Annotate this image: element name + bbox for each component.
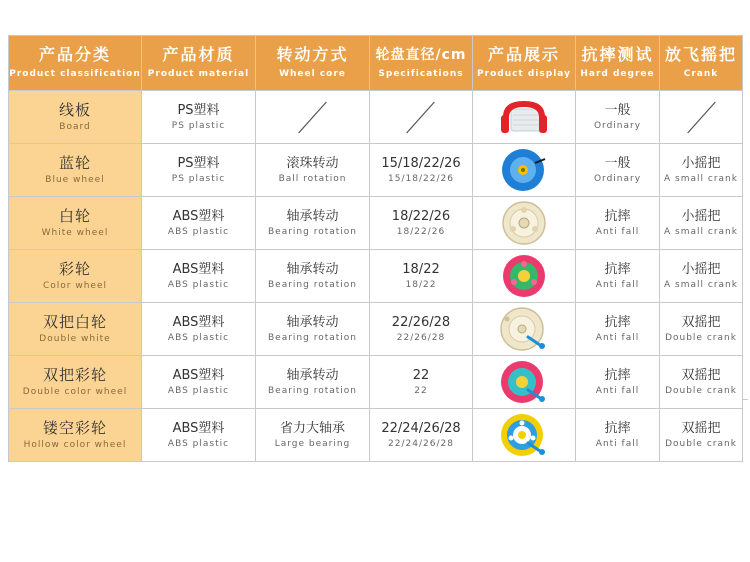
wheel-core-cell [256,91,370,144]
hard-degree-cell [576,197,660,250]
material-cn: ABS塑料 [172,262,225,277]
header-product-display [473,36,576,91]
header-cn: 轮盘直径/cm [375,47,467,63]
hard-degree-en: Anti fall [595,439,640,449]
wheel-core-cell [256,356,370,409]
wheel-core-cn: 滚珠转动 [286,156,339,171]
crank-cell [660,409,743,462]
header-cn: 产品材质 [162,45,235,64]
double-white-reel-image [498,305,550,353]
category-cell [9,303,142,356]
crank-cell [660,356,743,409]
table-row [9,144,743,197]
wheel-core-en: Bearing rotation [268,333,357,343]
hard-degree-cn: 抗摔 [604,421,631,436]
spec-cell [370,356,473,409]
table-row [9,197,743,250]
product-display-cell [473,409,576,462]
header-row [9,36,743,91]
product-display-cell [473,303,576,356]
header-product-material [142,36,256,91]
wheel-core-cn: 轴承转动 [286,209,339,224]
crank-en: Double crank [665,333,737,343]
material-en: PS plastic [171,121,226,131]
spec-cn: 22 [412,368,430,383]
spec-cell [370,144,473,197]
spec-cell [370,250,473,303]
category-cn: 线板 [58,101,91,119]
hard-degree-en: Anti fall [595,386,640,396]
spec-cell [370,91,473,144]
hard-degree-cell [576,409,660,462]
crank-cell [660,303,743,356]
material-en: ABS plastic [167,227,230,237]
spec-cn: 15/18/22/26 [381,156,461,171]
not-applicable-slash [256,92,369,143]
double-color-reel-image [498,358,550,406]
header-en: Crank [683,69,719,79]
kite-reel-spec-table [8,35,743,462]
product-display-cell [473,250,576,303]
category-en: Double white [39,334,111,344]
category-en: Double color wheel [22,387,128,397]
header-en: Product material [147,69,250,79]
spec-en: 22/26/28 [396,333,446,343]
spec-en: 15/18/22/26 [388,174,454,184]
table-row [9,409,743,462]
category-cn: 镂空彩轮 [42,419,107,437]
wheel-core-cn: 轴承转动 [286,315,339,330]
crank-en: A small crank [664,174,738,184]
material-cell [142,197,256,250]
hard-degree-cell [576,303,660,356]
material-en: PS plastic [171,174,226,184]
category-en: White wheel [41,228,109,238]
material-cell [142,144,256,197]
wheel-core-cn: 轴承转动 [286,262,339,277]
product-display-cell [473,197,576,250]
hard-degree-en: Ordinary [593,121,642,131]
hard-degree-cell [576,250,660,303]
hard-degree-en: Anti fall [595,227,640,237]
table-row [9,250,743,303]
table-edge-divider [742,399,748,400]
material-en: ABS plastic [167,280,230,290]
hard-degree-en: Ordinary [593,174,642,184]
spec-cell [370,409,473,462]
material-cell [142,91,256,144]
material-cell [142,356,256,409]
board-kite-reel-image [489,95,559,139]
wheel-core-en: Ball rotation [278,174,347,184]
crank-cn: 小摇把 [681,209,721,224]
material-en: ABS plastic [167,439,230,449]
crank-cn: 小摇把 [681,156,721,171]
material-cn: ABS塑料 [172,209,225,224]
spec-en: 22/24/26/28 [388,439,454,449]
header-product-classification [9,36,142,91]
material-cell [142,250,256,303]
category-cn: 蓝轮 [58,154,91,172]
table-row [9,303,743,356]
hard-degree-cell [576,144,660,197]
crank-cn: 双摇把 [681,315,721,330]
crank-en: A small crank [664,280,738,290]
category-cell [9,144,142,197]
header-cn: 产品分类 [38,45,111,64]
material-cn: ABS塑料 [172,315,225,330]
header-en: Hard degree [580,69,655,79]
crank-cn: 双摇把 [681,368,721,383]
wheel-core-cell [256,250,370,303]
category-en: Blue wheel [45,175,105,185]
header-en: Product display [477,69,571,79]
header-specifications [370,36,473,91]
header-cn: 产品展示 [487,45,560,64]
table-row [9,91,743,144]
spec-en: 18/22 [405,280,437,290]
product-display-cell [473,144,576,197]
category-cell [9,250,142,303]
crank-cn: 双摇把 [681,421,721,436]
hard-degree-cn: 抗摔 [604,368,631,383]
category-en: Color wheel [43,281,107,291]
category-en: Board [59,122,91,132]
hard-degree-cell [576,91,660,144]
not-applicable-slash [660,92,742,143]
spec-cell [370,197,473,250]
category-cn: 双把白轮 [42,313,107,331]
crank-cn: 小摇把 [681,262,721,277]
hard-degree-cn: 一般 [604,103,631,118]
wheel-core-en: Bearing rotation [268,227,357,237]
blue-wheel-reel-image [499,147,549,193]
material-en: ABS plastic [167,333,230,343]
hard-degree-cn: 抗摔 [604,315,631,330]
not-applicable-slash [370,92,472,143]
spec-en: 18/22/26 [396,227,446,237]
category-cell [9,197,142,250]
category-cn: 双把彩轮 [42,366,107,384]
wheel-core-en: Large bearing [274,439,351,449]
material-cell [142,303,256,356]
category-cell [9,409,142,462]
crank-cell [660,91,743,144]
color-wheel-reel-image [501,253,547,299]
material-en: ABS plastic [167,386,230,396]
header-wheel-core [256,36,370,91]
category-cell [9,91,142,144]
header-crank [660,36,743,91]
header-cn: 放飞摇把 [664,45,737,64]
header-cn: 抗摔测试 [581,45,654,64]
category-en: Hollow color wheel [23,440,127,450]
material-cn: PS塑料 [177,156,220,171]
hard-degree-cn: 抗摔 [604,209,631,224]
table-row [9,356,743,409]
product-display-cell [473,91,576,144]
crank-en: A small crank [664,227,738,237]
header-en: Product classification [9,69,141,79]
crank-en: Double crank [665,439,737,449]
spec-en: 22 [414,386,428,396]
product-display-cell [473,356,576,409]
crank-en: Double crank [665,386,737,396]
crank-cell [660,250,743,303]
category-cn: 彩轮 [58,260,91,278]
crank-cell [660,144,743,197]
hard-degree-en: Anti fall [595,333,640,343]
white-wheel-reel-image [501,200,547,246]
crank-cell [660,197,743,250]
header-en: Wheel core [279,69,346,79]
spec-cn: 18/22/26 [391,209,451,224]
material-cn: PS塑料 [177,103,220,118]
spec-cn: 22/24/26/28 [381,421,461,436]
wheel-core-cell [256,144,370,197]
wheel-core-en: Bearing rotation [268,386,357,396]
hard-degree-en: Anti fall [595,280,640,290]
category-cell [9,356,142,409]
hollow-color-reel-image [498,411,550,459]
wheel-core-cn: 省力大轴承 [279,421,345,436]
hard-degree-cn: 抗摔 [604,262,631,277]
wheel-core-cell [256,197,370,250]
category-cn: 白轮 [58,207,91,225]
wheel-core-cell [256,409,370,462]
material-cn: ABS塑料 [172,368,225,383]
hard-degree-cell [576,356,660,409]
wheel-core-cell [256,303,370,356]
material-cell [142,409,256,462]
header-en: Specifications [378,69,464,79]
material-cn: ABS塑料 [172,421,225,436]
spec-cn: 22/26/28 [391,315,451,330]
spec-cell [370,303,473,356]
header-cn: 转动方式 [276,45,349,64]
hard-degree-cn: 一般 [604,156,631,171]
wheel-core-en: Bearing rotation [268,280,357,290]
wheel-core-cn: 轴承转动 [286,368,339,383]
spec-cn: 18/22 [402,262,440,277]
header-hard-degree [576,36,660,91]
